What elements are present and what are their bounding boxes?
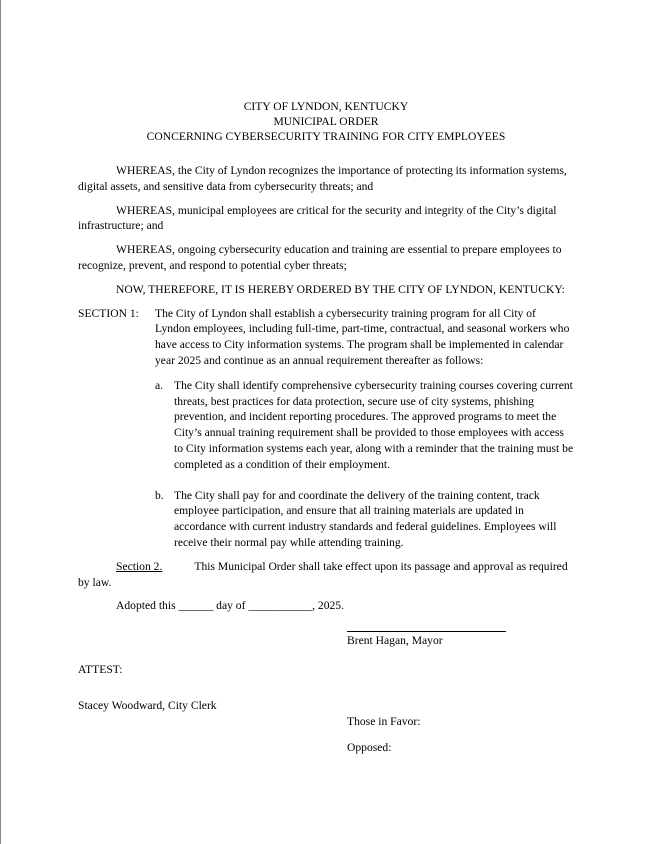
header-subject: CONCERNING CYBERSECURITY TRAINING FOR CITY EMPLOYEES bbox=[146, 130, 506, 143]
section-1-text: The City of Lyndon shall establish a cybersecurity training program for all City of Lyndon employees, including full-time, part-time, contractual, and seasonal workers who have access to City information systems. The program shall be implemented in calendar year 2025 and continue as an annual requirement thereafter as follows: bbox=[155, 306, 570, 367]
section-2 bbox=[78, 559, 574, 591]
ordered-paragraph: NOW, THEREFORE, IT IS HEREBY ORDERED BY THE CITY OF LYNDON, KENTUCKY: bbox=[116, 282, 565, 296]
whereas-paragraph-1: WHEREAS, the City of Lyndon recognizes the importance of protecting its information systems, digital assets, and sensitive data from cybersecurity threats; and bbox=[78, 164, 567, 193]
attest-label: ATTEST: bbox=[78, 662, 123, 676]
item-b-text: The City shall pay for and coordinate the delivery of the training content, track employee participation, and ensure that all training materials are updated in accordance with current industry standards and federal guidelines. Employees will receive their normal pay while attending training. bbox=[174, 488, 557, 549]
section-2-label: Section 2. bbox=[116, 559, 163, 573]
section-1-item-a bbox=[155, 378, 574, 473]
item-a-label: a. bbox=[155, 378, 164, 392]
clerk-name: Stacey Woodward, City Clerk bbox=[78, 698, 217, 712]
header-order-type: MUNICIPAL ORDER bbox=[273, 115, 379, 128]
mayor-name: Brent Hagan, Mayor bbox=[347, 634, 443, 648]
item-a-text: The City shall identify comprehensive cybersecurity training courses covering current threats, best practices for data protection, secure use of city systems, phishing prevention, and incident reporting procedures. The approved programs to meet the City’s annual training requirement shall be provided to those employees with access to City information systems each year, along with a reminder that the training must be completed as a condition of their employment. bbox=[174, 378, 574, 471]
adopted-line: Adopted this ______ day of ___________, 2025. bbox=[116, 599, 344, 613]
header-city: CITY OF LYNDON, KENTUCKY bbox=[243, 100, 409, 113]
item-b-label: b. bbox=[155, 488, 164, 502]
section-2-text: This Municipal Order shall take effect upon its passage and approval as required by law. bbox=[78, 559, 568, 589]
document-header bbox=[78, 99, 574, 144]
section-1 bbox=[78, 306, 574, 551]
votes-in-favor: Those in Favor: bbox=[347, 714, 421, 728]
votes-opposed: Opposed: bbox=[347, 741, 392, 755]
whereas-paragraph-2: WHEREAS, municipal employees are critical for the security and integrity of the City’s digital infrastructure; and bbox=[78, 203, 557, 233]
document-body bbox=[78, 99, 574, 756]
section-1-label: SECTION 1: bbox=[78, 306, 139, 320]
whereas-paragraph-3: WHEREAS, ongoing cybersecurity education and training are essential to prepare employees to recognize, prevent, and respond to potential cyber threats; bbox=[78, 243, 562, 272]
mayor-signature bbox=[347, 631, 574, 649]
signature-line bbox=[347, 631, 506, 632]
section-1-item-b bbox=[155, 488, 574, 551]
